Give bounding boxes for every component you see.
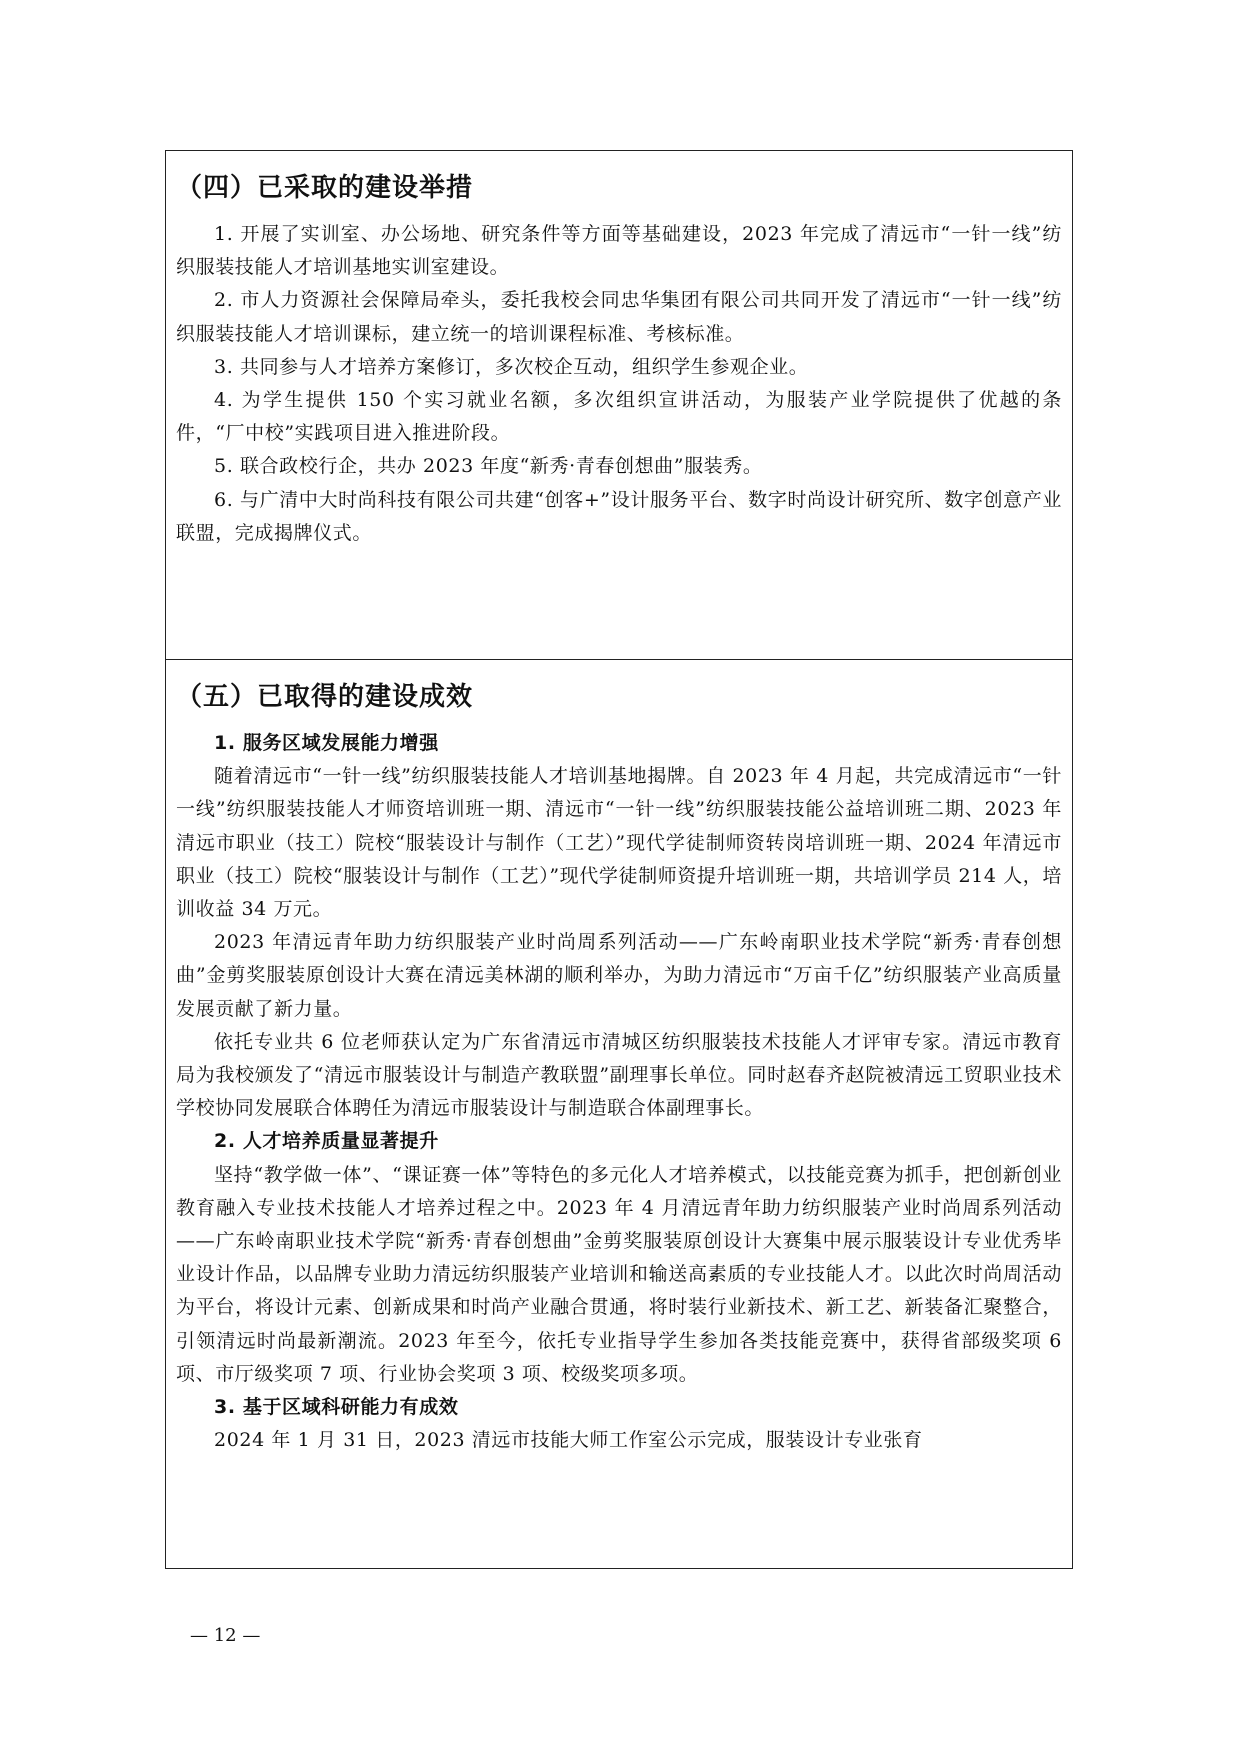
section-four-item-2: 2. 市人力资源社会保障局牵头，委托我校会同忠华集团有限公司共同开发了清远市“一针一线”纺织服装技能人才培训课标，建立统一的培训课程标准、考核标准。 [176,289,1062,345]
section-four-item-5: 5. 联合政校行企，共办 2023 年度“新秀·青春创想曲”服装秀。 [214,455,763,478]
section-four-item-6: 6. 与广清中大时尚科技有限公司共建“创客+”设计服务平台、数字时尚设计研究所、数字创意产业联盟，完成揭牌仪式。 [176,488,1062,544]
paragraph-fashion-week: 2023 年清远青年助力纺织服装产业时尚周系列活动——广东岭南职业技术学院“新秀·青春创想曲”金剪奖服装原创设计大赛在清远美林湖的顺利举办，为助力清远市“万亩千亿”纺织服装产业高质量发展贡献了新力量。 [176,931,1062,1020]
subheading-research-capacity: 3. 基于区域科研能力有成效 [214,1396,459,1419]
subheading-talent-quality: 2. 人才培养质量显著提升 [214,1130,439,1153]
section-five-heading: （五）已取得的建设成效 [176,682,474,712]
paragraph-experts: 依托专业共 6 位老师获认定为广东省清远市清城区纺织服装技术技能人才评审专家。清远市教育局为我校颁发了“清远市服装设计与制造产教联盟”副理事长单位。同时赵春齐赵院被清远工贸职业技术学校协同发展联合体聘任为清远市服装设计与制造联合体副理事长。 [176,1030,1062,1120]
section-four-item-4: 4. 为学生提供 150 个实习就业名额，多次组织宣讲活动，为服装产业学院提供了优越的条件，“厂中校”实践项目进入推进阶段。 [176,389,1062,445]
paragraph-training-base: 随着清远市“一针一线”纺织服装技能人才培训基地揭牌。自 2023 年 4 月起，共完成清远市“一针一线”纺织服装技能人才师资培训班一期、清远市“一针一线”纺织服装技能公益培训班二期、2023 年清远市职业（技工）院校“服装设计与制作（工艺）”现代学徒制师资转岗培训班一期、2024 年清远市职业（技工）院校“服装设计与制作（工艺）”现代学徒制师资提升培训班一期，共培训学员 214 人，培训收益 34 万元。 [176,765,1062,921]
paragraph-master-studio: 2024 年 1 月 31 日，2023 清远市技能大师工作室公示完成，服装设计专业张育 [214,1429,923,1452]
section-five-box [165,659,1073,1569]
section-four-box [165,150,1073,660]
section-four-item-1: 1. 开展了实训室、办公场地、研究条件等方面等基础建设，2023 年完成了清远市“一针一线”纺织服装技能人才培训基地实训室建设。 [176,223,1062,279]
paragraph-talent-model: 坚持“教学做一体”、“课证赛一体”等特色的多元化人才培养模式，以技能竞赛为抓手，把创新创业教育融入专业技术技能人才培养过程之中。2023 年 4 月清远青年助力纺织服装产业时尚周系列活动——广东岭南职业技术学院“新秀·青春创想曲”金剪奖服装原创设计大赛集中展示服装设计专业优秀毕业设计作品，以品牌专业助力清远纺织服装产业培训和输送高素质的专业技能人才。以此次时尚周活动为平台，将设计元素、创新成果和时尚产业融合贯通，将时装行业新技术、新工艺、新装备汇聚整合，引领清远时尚最新潮流。2023 年至今，依托专业指导学生参加各类技能竞赛中，获得省部级奖项 6 项、市厅级奖项 7 项、行业协会奖项 3 项、校级奖项多项。 [176,1163,1062,1385]
section-four-heading: （四）已采取的建设举措 [176,173,474,203]
subheading-service-capacity: 1. 服务区域发展能力增强 [214,732,439,754]
page-number: — 12 — [190,1625,261,1646]
section-four-item-3: 3. 共同参与人才培养方案修订，多次校企互动，组织学生参观企业。 [214,355,809,378]
